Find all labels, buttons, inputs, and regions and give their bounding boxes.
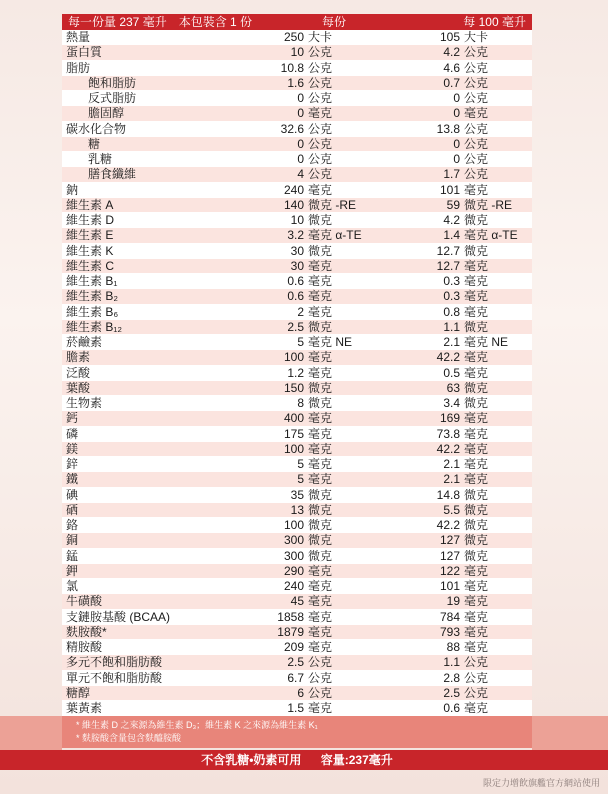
per-serving-value: 0.6 xyxy=(287,274,304,288)
bottom-bar-left xyxy=(0,750,62,770)
per-100ml-unit: 毫克 xyxy=(464,365,489,380)
per-serving-unit: 微克 xyxy=(308,319,333,334)
per-100ml-unit: 微克 xyxy=(464,319,489,334)
nutrient-name: 維生素 C xyxy=(66,258,115,273)
nutrient-name: 維生素 B₁ xyxy=(66,274,118,288)
per-serving-unit: 毫克 xyxy=(308,594,333,609)
per-serving-unit: 公克 xyxy=(308,75,333,90)
per-serving-value: 300 xyxy=(283,548,304,563)
per-100ml-unit: 公克 xyxy=(464,655,489,670)
nutrient-name: 乳糖 xyxy=(88,152,113,166)
nutrient-name: 飽和脂肪 xyxy=(88,75,137,90)
table-row xyxy=(62,686,532,701)
per-100ml-value: 2.1 xyxy=(443,335,460,349)
table-row xyxy=(62,213,532,228)
table-row xyxy=(62,244,532,259)
per-serving-value: 140 xyxy=(283,197,304,212)
per-serving-value: 5 xyxy=(297,472,304,487)
per-serving-value: 4 xyxy=(297,167,304,182)
per-100ml-value: 59 xyxy=(446,197,460,212)
footnote-line: * 麩胺酸含量包含麩醯胺酸 xyxy=(76,733,182,743)
per-100ml-value: 4.2 xyxy=(443,213,460,227)
per-serving-unit: 毫克 xyxy=(308,701,333,715)
per-serving-value: 45 xyxy=(290,594,304,609)
per-100ml-value: 0.8 xyxy=(443,304,460,319)
per-serving-unit: 毫克 xyxy=(308,457,333,471)
per-serving-unit: 毫克 xyxy=(308,609,333,624)
per-100ml-value: 0.3 xyxy=(443,274,460,288)
per-100ml-value: 0 xyxy=(453,152,460,166)
per-serving-value: 250 xyxy=(283,30,304,44)
table-row xyxy=(62,533,532,548)
per-100ml-unit: 微克 xyxy=(464,487,489,502)
table-row xyxy=(62,625,532,640)
per-100ml-unit: 毫克 xyxy=(464,640,489,654)
nutrient-name: 牛磺酸 xyxy=(66,594,103,609)
per-serving-value: 3.2 xyxy=(287,228,304,243)
per-100ml-value: 14.8 xyxy=(436,487,460,502)
per-100ml-value: 127 xyxy=(439,548,460,563)
per-serving-value: 30 xyxy=(290,258,304,273)
per-100ml-unit: 公克 xyxy=(464,91,489,105)
per-100ml-unit: 毫克 xyxy=(464,350,489,365)
per-100ml-value: 101 xyxy=(439,579,460,593)
nutrient-name: 碘 xyxy=(66,487,79,502)
table-row xyxy=(62,366,532,381)
per-serving-unit: 微克 xyxy=(308,243,333,258)
per-serving-value: 1.5 xyxy=(287,701,304,715)
per-100ml-unit: 毫克 xyxy=(464,609,489,624)
table-row xyxy=(62,106,532,121)
per-serving-value: 2.5 xyxy=(287,319,304,334)
per-100ml-unit: 毫克 xyxy=(464,274,489,288)
per-100ml-unit: 毫克 xyxy=(464,304,489,319)
nutrient-name: 糖 xyxy=(88,136,101,151)
nutrient-name: 麩胺酸* xyxy=(66,624,107,639)
nutrient-name: 氯 xyxy=(66,579,79,593)
per-serving-unit: 公克 xyxy=(308,152,333,166)
per-100ml-value: 63 xyxy=(446,380,460,395)
per-serving-value: 10.8 xyxy=(280,60,304,75)
nutrient-name: 熱量 xyxy=(66,30,91,44)
per-serving-value: 32.6 xyxy=(280,121,304,136)
per-serving-value: 240 xyxy=(283,182,304,197)
per-serving-unit: 微克 -RE xyxy=(308,197,357,212)
table-header xyxy=(62,14,532,30)
per-serving-value: 6 xyxy=(297,685,304,700)
per-100ml-unit: 微克 xyxy=(464,396,489,410)
per-100ml-unit: 毫克 xyxy=(464,563,489,578)
nutrient-name: 磷 xyxy=(66,426,79,441)
per-serving-value: 1.6 xyxy=(287,75,304,90)
bottom-bar xyxy=(62,750,532,770)
volume-label: 容量:237毫升 xyxy=(320,753,393,767)
per-serving-value: 5 xyxy=(297,335,304,349)
per-serving-unit: 毫克 xyxy=(308,350,333,365)
per-serving-unit: 毫克 xyxy=(308,106,333,121)
table-row xyxy=(62,137,532,152)
per-100ml-value: 0 xyxy=(453,91,460,105)
per-serving-value: 209 xyxy=(283,640,304,654)
per-100ml-value: 4.2 xyxy=(443,45,460,60)
per-100ml-unit: 公克 xyxy=(464,670,489,685)
per-100ml-value: 12.7 xyxy=(436,243,460,258)
nutrient-name: 菸鹼素 xyxy=(66,335,103,349)
per-serving-unit: 微克 xyxy=(308,533,333,548)
per-serving-unit: 毫克 NE xyxy=(308,335,353,349)
nutrient-name: 膽固醇 xyxy=(88,106,125,121)
per-serving-value: 0 xyxy=(297,152,304,166)
per-100ml-unit: 公克 xyxy=(464,121,489,136)
per-serving-value: 35 xyxy=(290,487,304,502)
per-serving-unit: 公克 xyxy=(308,60,333,75)
per-serving-unit: 大卡 xyxy=(308,30,333,44)
table-row xyxy=(62,30,532,45)
table-row xyxy=(62,305,532,320)
per-100ml-value: 42.2 xyxy=(436,518,460,532)
nutrient-name: 生物素 xyxy=(66,396,103,410)
per-serving-value: 1879 xyxy=(277,624,304,639)
nutrient-name: 葉酸 xyxy=(66,380,91,395)
table-row xyxy=(62,289,532,304)
per-serving-unit: 毫克 xyxy=(308,624,333,639)
footnote-line: * 維生素 D 之來源為維生素 D₃；維生素 K 之來源為維生素 K₁ xyxy=(76,720,318,730)
table-row xyxy=(62,91,532,106)
nutrition-table xyxy=(62,14,532,716)
per-100ml-value: 4.6 xyxy=(443,60,460,75)
nutrient-name: 泛酸 xyxy=(66,365,91,380)
per-serving-unit: 微克 xyxy=(308,380,333,395)
lactose-free-claim: 不含乳糖•奶素可用 xyxy=(201,753,302,767)
per-serving-value: 10 xyxy=(290,213,304,227)
nutrient-name: 硒 xyxy=(66,502,79,517)
per-serving-value: 6.7 xyxy=(287,670,304,685)
per-100ml-value: 1.4 xyxy=(443,228,460,243)
per-100ml-unit: 公克 xyxy=(464,60,489,75)
per-100ml-unit: 微克 xyxy=(464,213,489,227)
per-100ml-unit: 毫克 xyxy=(464,594,489,609)
table-row xyxy=(62,183,532,198)
per-serving-unit: 毫克 xyxy=(308,441,333,456)
per-serving-value: 100 xyxy=(283,518,304,532)
per-serving-value: 8 xyxy=(297,396,304,410)
per-100ml-value: 0 xyxy=(453,106,460,121)
bottom-bar-right xyxy=(532,750,608,770)
table-row xyxy=(62,518,532,533)
footnotes xyxy=(62,716,532,748)
table-row xyxy=(62,610,532,625)
per-100ml-unit: 毫克 xyxy=(464,701,489,715)
per-100ml-unit: 公克 xyxy=(464,45,489,60)
per-100ml-value: 127 xyxy=(439,533,460,548)
per-serving-header: 每份 xyxy=(322,15,347,29)
per-serving-unit: 毫克 xyxy=(308,579,333,593)
nutrient-name: 錳 xyxy=(66,548,79,563)
per-100ml-value: 88 xyxy=(446,640,460,654)
per-100ml-unit: 公克 xyxy=(464,167,489,182)
table-row xyxy=(62,320,532,335)
per-serving-value: 10 xyxy=(290,45,304,60)
per-100ml-value: 0.3 xyxy=(443,289,460,304)
per-100ml-unit: 毫克 α-TE xyxy=(464,228,518,243)
per-100ml-unit: 微克 xyxy=(464,243,489,258)
nutrient-name: 維生素 B₆ xyxy=(66,304,119,319)
per-100ml-unit: 毫克 xyxy=(464,426,489,441)
per-100ml-value: 13.8 xyxy=(436,121,460,136)
per-100ml-value: 1.7 xyxy=(443,167,460,182)
per-serving-unit: 公克 xyxy=(308,670,333,685)
per-100ml-value: 3.4 xyxy=(443,396,460,410)
per-100ml-value: 0.7 xyxy=(443,75,460,90)
per-100ml-value: 2.1 xyxy=(443,472,460,487)
per-100ml-unit: 微克 xyxy=(464,533,489,548)
table-row xyxy=(62,503,532,518)
per-serving-value: 0 xyxy=(297,91,304,105)
table-row xyxy=(62,76,532,91)
table-row xyxy=(62,655,532,670)
table-row xyxy=(62,350,532,365)
table-row xyxy=(62,442,532,457)
nutrient-name: 鉀 xyxy=(66,563,79,578)
table-row xyxy=(62,274,532,289)
per-serving-unit: 毫克 xyxy=(308,304,333,319)
per-100ml-unit: 微克 xyxy=(464,502,489,517)
table-row xyxy=(62,564,532,579)
nutrient-name: 反式脂肪 xyxy=(88,91,137,105)
nutrient-name: 鎂 xyxy=(66,441,79,456)
per-100ml-value: 2.5 xyxy=(443,685,460,700)
table-row xyxy=(62,411,532,426)
per-100ml-unit: 公克 xyxy=(464,136,489,151)
per-100ml-value: 793 xyxy=(439,624,460,639)
per-100ml-unit: 公克 xyxy=(464,152,489,166)
table-row xyxy=(62,122,532,137)
table-row xyxy=(62,335,532,350)
per-serving-value: 0 xyxy=(297,106,304,121)
per-serving-unit: 毫克 xyxy=(308,640,333,654)
per-100ml-value: 0.5 xyxy=(443,365,460,380)
table-row xyxy=(62,45,532,60)
per-serving-unit: 微克 xyxy=(308,396,333,410)
per-100ml-value: 1.1 xyxy=(443,319,460,334)
per-serving-unit: 公克 xyxy=(308,655,333,670)
per-100ml-value: 2.1 xyxy=(443,457,460,471)
per-serving-value: 1.2 xyxy=(287,365,304,380)
nutrient-name: 糖醇 xyxy=(66,685,91,700)
table-row xyxy=(62,61,532,76)
table-row xyxy=(62,579,532,594)
per-100ml-value: 2.8 xyxy=(443,670,460,685)
table-row xyxy=(62,228,532,243)
per-serving-unit: 微克 xyxy=(308,213,333,227)
per-100ml-value: 0 xyxy=(453,136,460,151)
per-100ml-value: 784 xyxy=(439,609,460,624)
per-serving-unit: 公克 xyxy=(308,45,333,60)
nutrient-name: 葉黃素 xyxy=(66,701,103,715)
per-100ml-value: 19 xyxy=(446,594,460,609)
per-serving-value: 30 xyxy=(290,243,304,258)
table-row xyxy=(62,594,532,609)
per-serving-unit: 毫克 xyxy=(308,258,333,273)
per-serving-value: 290 xyxy=(283,563,304,578)
table-row xyxy=(62,640,532,655)
per-serving-value: 5 xyxy=(297,457,304,471)
nutrient-name: 維生素 D xyxy=(66,213,115,227)
per-100ml-header: 每 100 毫升 xyxy=(463,15,526,29)
per-100ml-unit: 毫克 xyxy=(464,106,489,121)
per-serving-unit: 毫克 xyxy=(308,426,333,441)
per-serving-unit: 毫克 xyxy=(308,411,333,426)
per-serving-unit: 公克 xyxy=(308,167,333,182)
per-serving-unit: 公克 xyxy=(308,685,333,700)
per-100ml-unit: 公克 xyxy=(464,685,489,700)
per-100ml-unit: 毫克 NE xyxy=(464,335,509,349)
table-row xyxy=(62,381,532,396)
per-100ml-unit: 毫克 xyxy=(464,289,489,304)
per-100ml-value: 0.6 xyxy=(443,701,460,715)
nutrient-name: 鐵 xyxy=(66,472,79,487)
per-serving-value: 1858 xyxy=(277,609,304,624)
per-serving-value: 100 xyxy=(283,350,304,365)
per-serving-value: 100 xyxy=(283,441,304,456)
per-100ml-value: 5.5 xyxy=(443,502,460,517)
nutrient-name: 維生素 E xyxy=(66,228,114,243)
serving-size-label: 每一份量 237 毫升 本包裝含 1 份 xyxy=(68,15,253,29)
table-row xyxy=(62,472,532,487)
nutrient-name: 銅 xyxy=(66,533,79,548)
per-serving-unit: 毫克 xyxy=(308,365,333,380)
per-serving-value: 240 xyxy=(283,579,304,593)
table-row xyxy=(62,701,532,716)
per-serving-value: 150 xyxy=(283,380,304,395)
table-row xyxy=(62,549,532,564)
per-100ml-unit: 公克 xyxy=(464,75,489,90)
per-serving-unit: 毫克 xyxy=(308,472,333,487)
per-100ml-unit: 毫克 xyxy=(464,624,489,639)
nutrient-name: 鈣 xyxy=(66,411,79,426)
nutrient-name: 精胺酸 xyxy=(66,640,103,654)
per-100ml-value: 169 xyxy=(439,411,460,426)
per-100ml-value: 122 xyxy=(439,563,460,578)
table-row xyxy=(62,427,532,442)
table-row xyxy=(62,396,532,411)
nutrient-name: 脂肪 xyxy=(66,60,91,75)
usage-caption: 限定力增飲旗艦官方網站使用 xyxy=(482,778,600,788)
nutrient-name: 維生素 B₁₂ xyxy=(66,319,123,334)
table-body xyxy=(62,30,532,716)
per-100ml-unit: 大卡 xyxy=(464,30,489,44)
per-100ml-value: 12.7 xyxy=(436,258,460,273)
per-100ml-unit: 毫克 xyxy=(464,182,489,197)
per-100ml-unit: 毫克 xyxy=(464,411,489,426)
nutrient-name: 維生素 K xyxy=(66,243,114,258)
per-serving-unit: 微克 xyxy=(308,502,333,517)
table-row xyxy=(62,457,532,472)
per-serving-value: 175 xyxy=(283,426,304,441)
per-100ml-unit: 微克 -RE xyxy=(464,197,513,212)
per-serving-value: 2.5 xyxy=(287,655,304,670)
per-serving-value: 2 xyxy=(297,304,304,319)
per-100ml-unit: 毫克 xyxy=(464,579,489,593)
per-serving-unit: 毫克 xyxy=(308,182,333,197)
table-row xyxy=(62,198,532,213)
nutrient-name: 膽素 xyxy=(66,350,91,365)
nutrient-name: 鈉 xyxy=(66,182,79,197)
table-row xyxy=(62,259,532,274)
per-serving-value: 13 xyxy=(290,502,304,517)
per-serving-unit: 毫克 xyxy=(308,289,333,304)
per-serving-unit: 微克 xyxy=(308,548,333,563)
per-100ml-unit: 微克 xyxy=(464,380,489,395)
per-serving-value: 0 xyxy=(297,136,304,151)
per-serving-unit: 公克 xyxy=(308,91,333,105)
nutrient-name: 支鏈胺基酸 (BCAA) xyxy=(66,609,171,624)
table-row xyxy=(62,167,532,182)
nutrient-name: 維生素 A xyxy=(66,197,114,212)
nutrient-name: 碳水化合物 xyxy=(66,121,127,136)
nutrient-name: 維生素 B₂ xyxy=(66,289,118,304)
per-serving-unit: 毫克 xyxy=(308,563,333,578)
per-100ml-value: 105 xyxy=(439,30,460,44)
per-serving-unit: 微克 xyxy=(308,487,333,502)
per-100ml-value: 42.2 xyxy=(436,441,460,456)
table-row xyxy=(62,671,532,686)
per-100ml-unit: 毫克 xyxy=(464,441,489,456)
nutrient-name: 膳食纖維 xyxy=(88,167,137,182)
per-serving-value: 0.6 xyxy=(287,289,304,304)
per-serving-value: 400 xyxy=(283,411,304,426)
per-100ml-unit: 微克 xyxy=(464,518,489,532)
nutrient-name: 多元不飽和脂肪酸 xyxy=(66,655,163,670)
nutrient-name: 單元不飽和脂肪酸 xyxy=(66,670,163,685)
per-100ml-unit: 毫克 xyxy=(464,472,489,487)
nutrient-name: 蛋白質 xyxy=(66,45,103,60)
per-serving-value: 300 xyxy=(283,533,304,548)
table-row xyxy=(62,488,532,503)
table-row xyxy=(62,152,532,167)
per-100ml-value: 42.2 xyxy=(436,350,460,365)
per-serving-unit: 公克 xyxy=(308,136,333,151)
nutrient-name: 鉻 xyxy=(66,518,79,532)
per-serving-unit: 微克 xyxy=(308,518,333,532)
per-100ml-unit: 毫克 xyxy=(464,258,489,273)
per-serving-unit: 毫克 xyxy=(308,274,333,288)
per-100ml-value: 73.8 xyxy=(436,426,460,441)
per-serving-unit: 毫克 α-TE xyxy=(308,228,362,243)
nutrient-name: 鋅 xyxy=(66,457,79,471)
per-serving-unit: 公克 xyxy=(308,121,333,136)
per-100ml-unit: 毫克 xyxy=(464,457,489,471)
per-100ml-value: 1.1 xyxy=(443,655,460,670)
per-100ml-unit: 微克 xyxy=(464,548,489,563)
per-100ml-value: 101 xyxy=(439,182,460,197)
